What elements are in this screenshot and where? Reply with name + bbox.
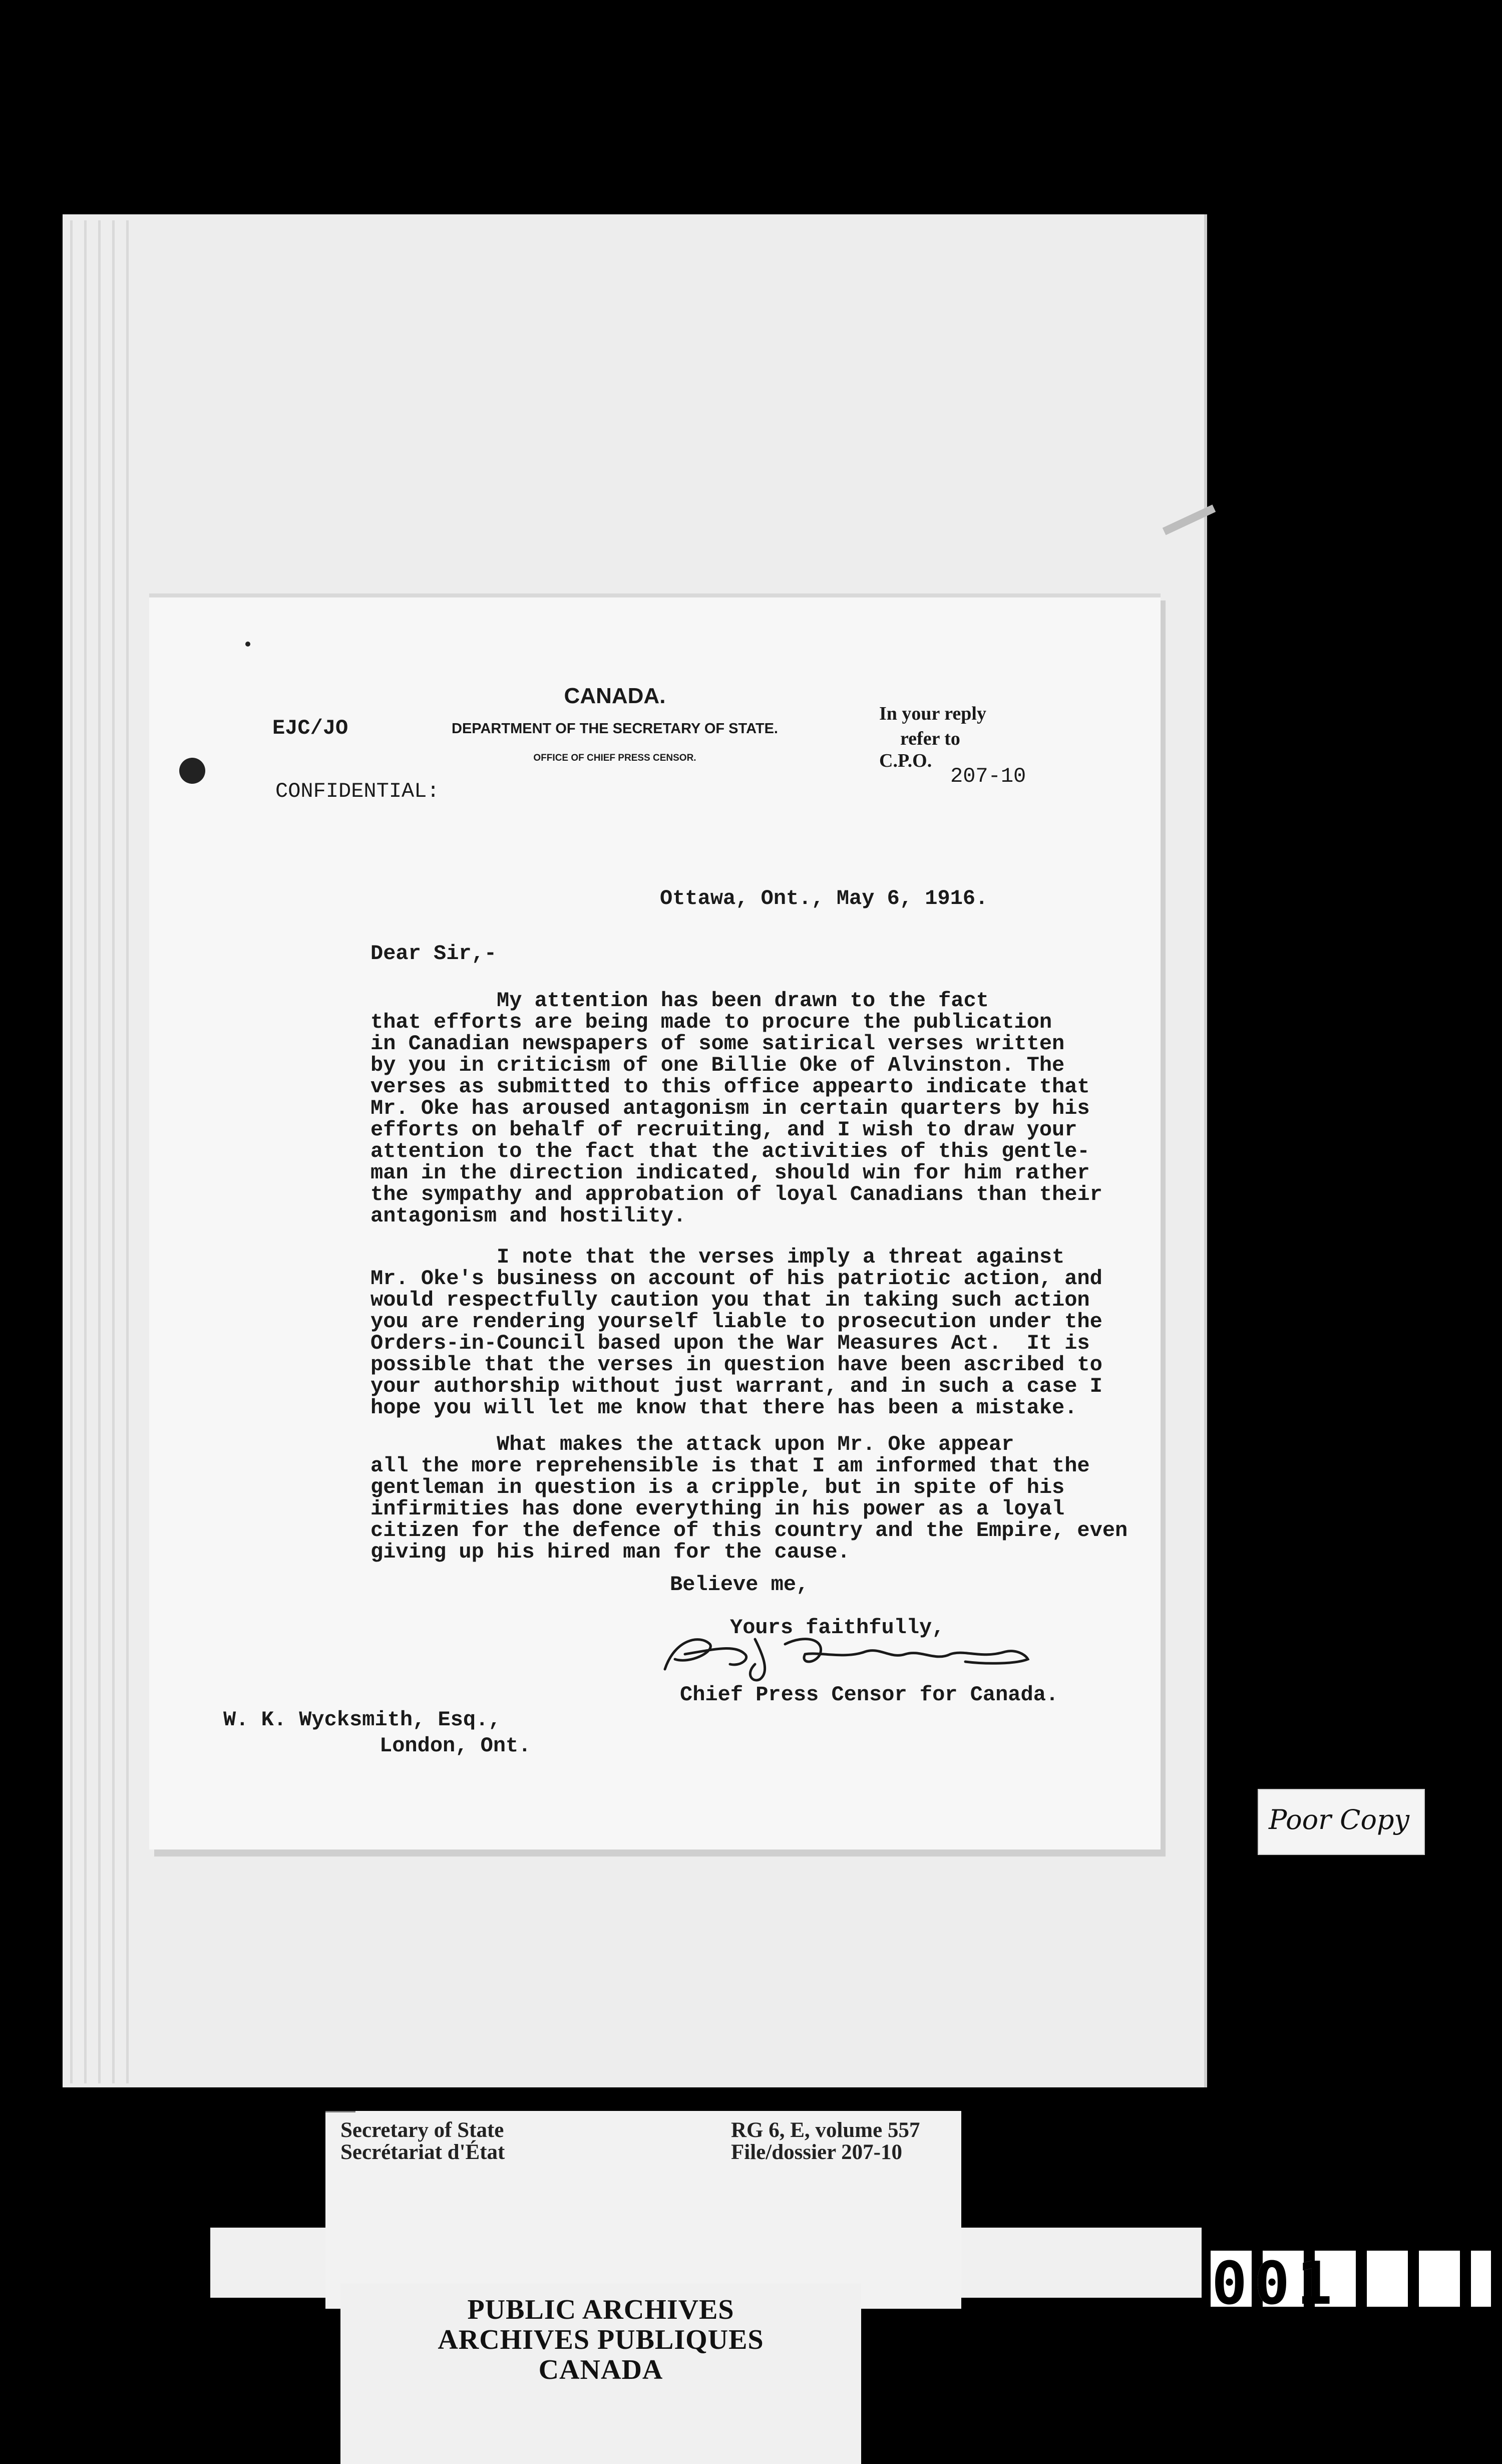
paragraph-line: the sympathy and approbation of loyal Canadians than their [370, 1182, 1102, 1206]
signer-title: Chief Press Censor for Canada. [680, 1683, 1059, 1707]
microfilm-frame-number [1202, 2249, 1502, 2309]
paragraph-line: verses as submitted to this office appearto indicate that [370, 1075, 1090, 1099]
paragraph-line: Orders-in-Council based upon the War Measures Act. It is [370, 1331, 1090, 1355]
department-name-fr: Secrétariat d'État [340, 2140, 505, 2164]
archive-line-country: CANADA [538, 2354, 663, 2385]
paragraph-line: hope you will let me know that there has been a mistake. [370, 1396, 1077, 1420]
paragraph-line: antagonism and hostility. [370, 1204, 686, 1228]
file-dossier-number: File/dossier 207-10 [731, 2140, 902, 2164]
closing-believe-me: Believe me, [670, 1573, 809, 1597]
paragraph-line: infirmities has done everything in his power as a loyal [370, 1497, 1065, 1521]
recipient-city: London, Ont. [380, 1734, 531, 1758]
paragraph-line: giving up his hired man for the cause. [370, 1540, 850, 1564]
paragraph-line: citizen for the defence of this country and the Empire, even [370, 1518, 1128, 1543]
confidential-marking: CONFIDENTIAL: [275, 779, 440, 803]
letterhead-office: OFFICE OF CHIEF PRESS CENSOR. [533, 753, 696, 763]
paragraph-line: in Canadian newspapers of some satirical verses written [370, 1032, 1065, 1056]
archive-line-en: PUBLIC ARCHIVES [467, 2294, 734, 2325]
paragraph-line: by you in criticism of one Billie Oke of Alvinston. The [370, 1053, 1065, 1077]
public-archives-stamp [340, 2284, 861, 2464]
file-reference-number: 207-10 [950, 764, 1026, 788]
reference-initials: EJC/JO [272, 716, 348, 740]
paragraph-line: man in the direction indicated, should win for him rather [370, 1161, 1090, 1185]
paragraph-line: I note that the verses imply a threat against [370, 1245, 1065, 1269]
record-group-volume: RG 6, E, volume 557 [731, 2118, 920, 2142]
poor-copy-text: Poor Copy [1269, 1804, 1410, 1835]
page-edge-lines [70, 220, 130, 2083]
dateline: Ottawa, Ont., May 6, 1916. [660, 886, 988, 910]
paragraph-line: Mr. Oke's business on account of his patriotic action, and [370, 1267, 1102, 1291]
department-name-en: Secretary of State [340, 2118, 504, 2142]
reply-instruction-line1: In your reply [879, 703, 986, 724]
paragraph-line: would respectfully caution you that in taking such action [370, 1288, 1090, 1312]
paragraph-line: efforts on behalf of recruiting, and I wish to draw your [370, 1118, 1077, 1142]
frame-number-text: 001 [1212, 2249, 1340, 2309]
paragraph-line: your authorship without just warrant, and in such a case I [370, 1374, 1102, 1398]
paragraph-line: possible that the verses in question have been ascribed to [370, 1353, 1102, 1377]
paragraph-line: gentleman in question is a cripple, but in spite of his [370, 1475, 1065, 1499]
archive-line-fr: ARCHIVES PUBLIQUES [438, 2324, 764, 2355]
file-reference-label [325, 2111, 961, 2309]
salutation: Dear Sir,- [370, 942, 497, 966]
ink-speck [245, 642, 250, 647]
reply-instruction-line2: refer to [900, 728, 960, 749]
letterhead-department: DEPARTMENT OF THE SECRETARY OF STATE. [452, 721, 778, 737]
paragraph-line: Mr. Oke has aroused antagonism in certain quarters by his [370, 1096, 1090, 1120]
handwritten-signature [655, 1624, 1035, 1684]
hole-punch-mark [179, 758, 205, 784]
poor-copy-tag [1258, 1789, 1425, 1855]
paragraph-line: What makes the attack upon Mr. Oke appear [370, 1432, 1014, 1456]
paragraph-line: My attention has been drawn to the fact [370, 989, 989, 1013]
letterhead-country: CANADA. [564, 684, 666, 708]
letter-page [149, 593, 1161, 1850]
paragraph-line: that efforts are being made to procure the publication [370, 1010, 1052, 1034]
closing-yours-faithfully: Yours faithfully, [730, 1616, 945, 1640]
label-dash [325, 2111, 355, 2112]
reply-office-code: C.P.O. [879, 750, 932, 771]
paragraph-line: all the more reprehensible is that I am informed that the [370, 1454, 1090, 1478]
recipient-name: W. K. Wycksmith, Esq., [223, 1708, 501, 1732]
paragraph-line: you are rendering yourself liable to prosecution under the [370, 1310, 1102, 1334]
paragraph-line: attention to the fact that the activities of this gentle- [370, 1139, 1090, 1163]
